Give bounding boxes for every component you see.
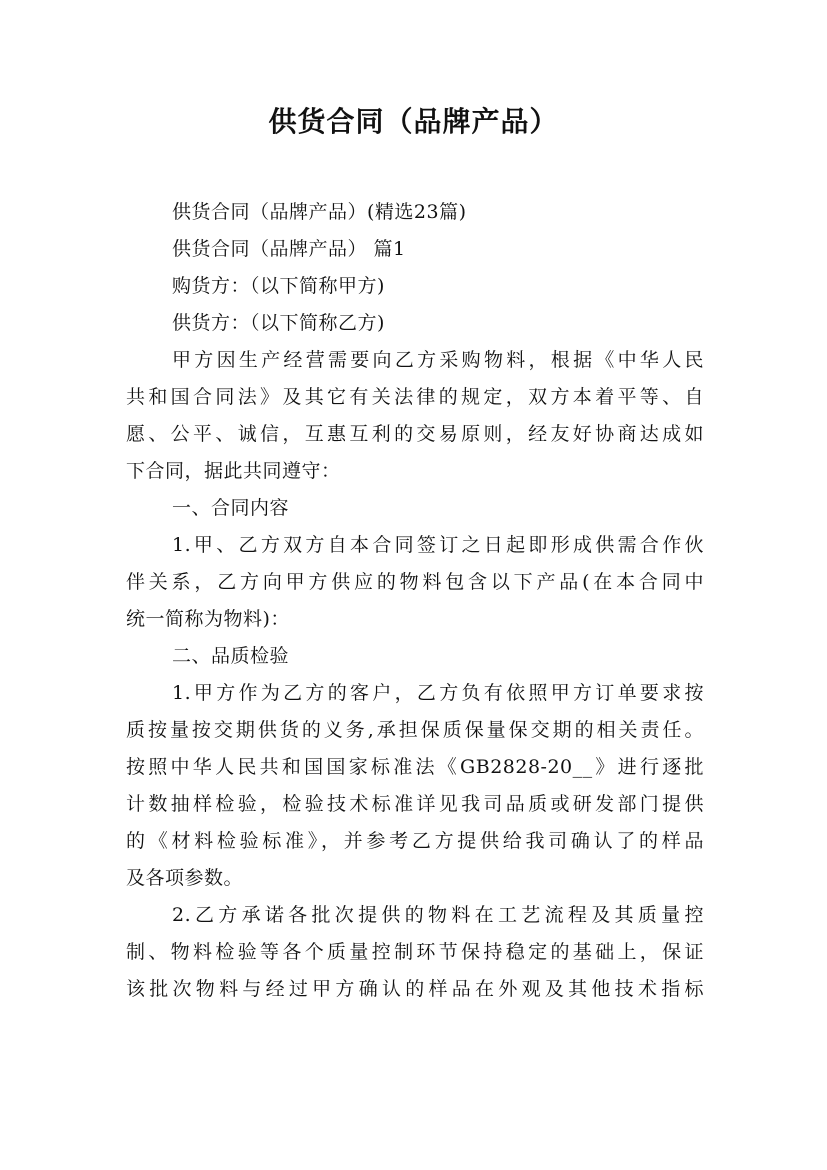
paragraph-line: 2.乙方承诺各批次提供的物料在工艺流程及其质量控 (172, 904, 704, 926)
paragraph-line: 及各项参数。 (126, 867, 244, 889)
paragraph-line: 该批次物料与经过甲方确认的样品在外观及其他技术指标 (126, 978, 704, 1000)
paragraph-line: 制、物料检验等各个质量控制环节保持稳定的基础上，保证 (126, 941, 704, 963)
paragraph-line: 甲方因生产经营需要向乙方采购物料，根据《中华人民 (172, 349, 704, 371)
paragraph-line: 愿、公平、诚信，互惠互利的交易原则，经友好协商达成如 (126, 423, 704, 445)
document-body (126, 194, 704, 1008)
paragraph-line: 统一简称为物料)： (126, 608, 290, 630)
section-heading: 一、合同内容 (172, 497, 290, 519)
section-heading: 二、品质检验 (172, 645, 290, 667)
paragraph-line: 质按量按交期供货的义务,承担保质保量保交期的相关责任。 (126, 719, 704, 741)
paragraph-line: 计数抽样检验，检验技术标准详见我司品质或研发部门提供 (126, 793, 704, 815)
paragraph-line: 共和国合同法》及其它有关法律的规定，双方本着平等、自 (126, 386, 704, 408)
paragraph-line: 下合同，据此共同遵守： (126, 460, 341, 482)
paragraph-line: 供货合同（品牌产品）(精选23篇) (172, 201, 467, 223)
document-title: 供货合同（品牌产品） (268, 105, 559, 138)
paragraph-line: 供货方：（以下简称乙方) (172, 312, 385, 334)
paragraph-line: 供货合同（品牌产品） 篇1 (172, 238, 406, 260)
paragraph-line: 伴关系，乙方向甲方供应的物料包含以下产品(在本合同中 (126, 571, 704, 593)
paragraph-line: 购货方：（以下简称甲方) (172, 275, 385, 297)
paragraph-line: 按照中华人民共和国国家标准法《GB2828-20__》进行逐批 (126, 756, 704, 778)
paragraph-line: 1.甲方作为乙方的客户，乙方负有依照甲方订单要求按 (172, 682, 704, 704)
paragraph-line: 1.甲、乙方双方自本合同签订之日起即形成供需合作伙 (172, 534, 704, 556)
paragraph-line: 的《材料检验标准》，并参考乙方提供给我司确认了的样品 (126, 830, 704, 852)
